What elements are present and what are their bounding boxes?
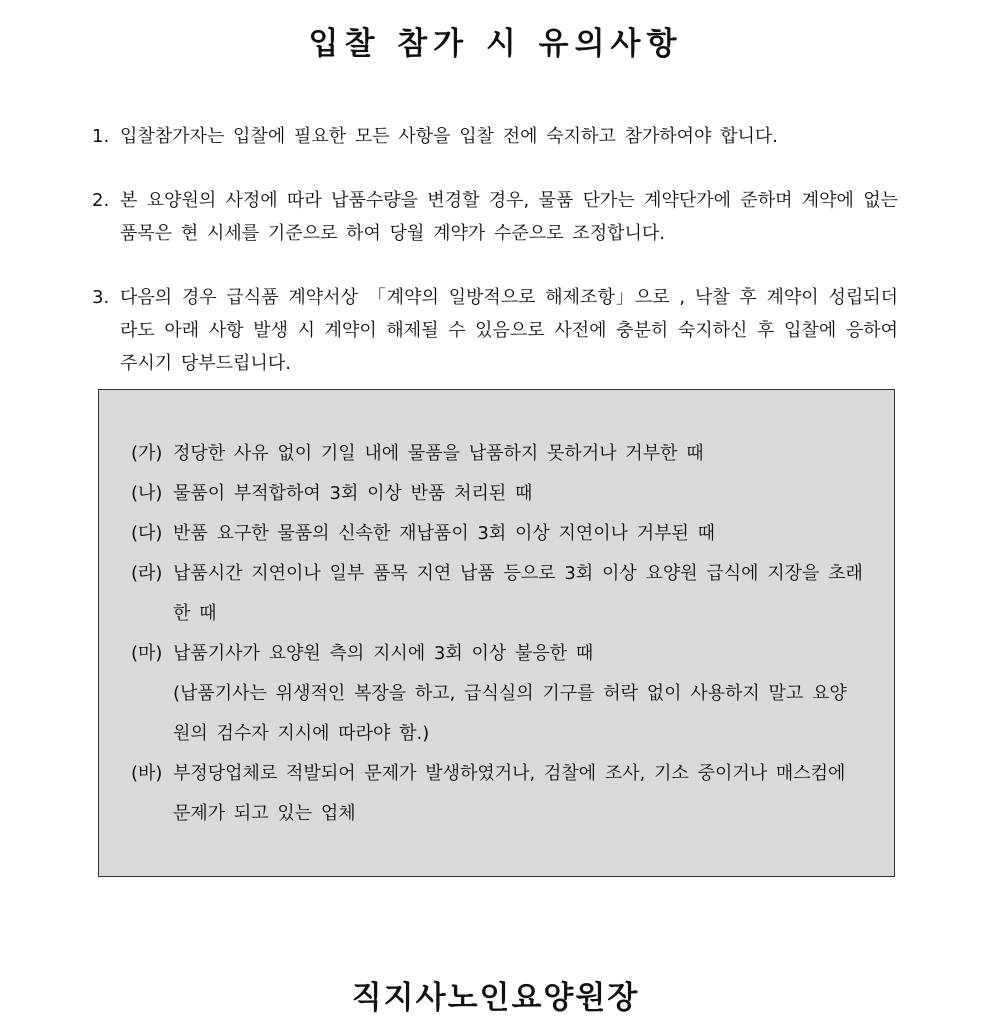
document-title: 입찰 참가 시 유의사항 [308, 26, 683, 62]
condition-text: 납품시간 지연이나 일부 품목 지연 납품 등으로 3회 이상 요양원 급식에 지장을 초래한 때 [173, 563, 863, 624]
condition-marker: (바) [131, 763, 163, 784]
notice-item-1 [92, 120, 898, 153]
condition-text: 반품 요구한 물품의 신속한 재납품이 3회 이상 지연이나 거부된 때 [173, 523, 716, 544]
issuer-signature: 직지사노인요양원장 [351, 980, 640, 1016]
condition-text: 납품기사가 요양원 측의 지시에 3회 이상 불응한 때 [173, 643, 594, 664]
condition-marker: (마) [131, 643, 163, 664]
notice-item-text: 본 요양원의 사정에 따라 납품수량을 변경할 경우, 물품 단가는 계약단가에 준하며 계약에 없는 품목은 현 시세를 기준으로 하여 당월 계약가 수준으로 조정합니다. [120, 190, 898, 244]
condition-marker: (가) [131, 443, 163, 464]
condition-ga [131, 434, 863, 474]
condition-text: 물품이 부적합하여 3회 이상 반품 처리된 때 [173, 483, 533, 504]
termination-conditions-box [98, 389, 895, 877]
condition-na [131, 474, 863, 514]
condition-marker: (나) [131, 483, 163, 504]
notice-item-3 [92, 281, 898, 380]
condition-text: 부정당업체로 적발되어 문제가 발생하였거나, 검찰에 조사, 기소 중이거나 매스컴에 문제가 되고 있는 업체 [173, 763, 846, 824]
condition-da [131, 514, 863, 554]
notice-item-text: 다음의 경우 급식품 계약서상 「계약의 일방적으로 해제조항」으로 , 낙찰 후 계약이 성립되더라도 아래 사항 발생 시 계약이 해제될 수 있음으로 사전에 충분히 숙지하신 후 입찰에 응하여 주시기 당부드립니다. [120, 287, 898, 374]
condition-marker: (다) [131, 523, 163, 544]
notice-item-text: 입찰참가자는 입찰에 필요한 모든 사항을 입찰 전에 숙지하고 참가하여야 합니다. [120, 126, 779, 147]
notice-item-2 [92, 184, 898, 250]
condition-text: 정당한 사유 없이 기일 내에 물품을 납품하지 못하거나 거부한 때 [173, 443, 704, 464]
condition-marker: (라) [131, 563, 163, 584]
condition-note: (납품기사는 위생적인 복장을 하고, 급식실의 기구를 허락 없이 사용하지 말고 요양원의 검수자 지시에 따라야 함.) [173, 683, 847, 744]
notice-list [92, 120, 898, 380]
notice-item-number: 3. [92, 287, 110, 308]
notice-item-number: 1. [92, 126, 110, 147]
condition-ra [131, 554, 863, 634]
condition-ba [131, 754, 863, 834]
notice-item-number: 2. [92, 190, 110, 211]
condition-ma [131, 634, 863, 754]
